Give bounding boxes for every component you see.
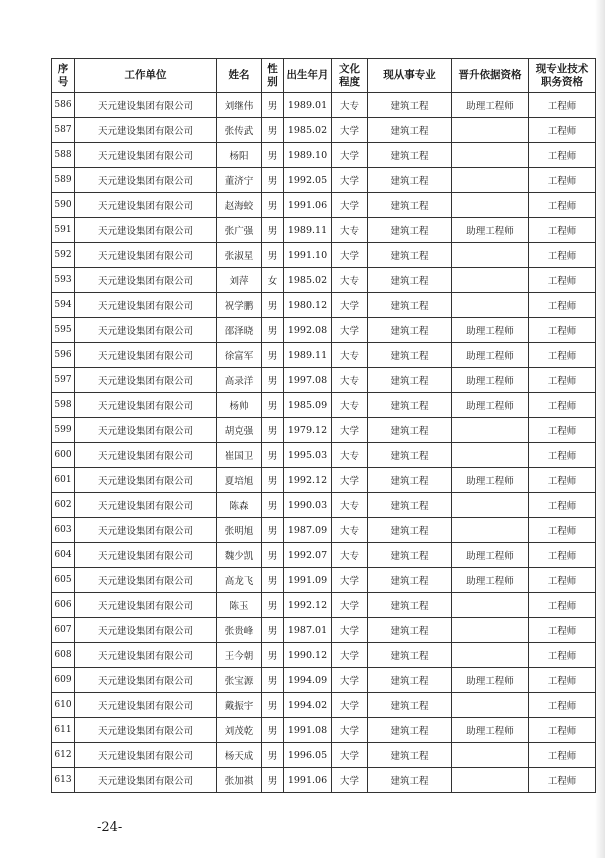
- cell-gender: 男: [262, 168, 284, 193]
- header-gender: 性别: [262, 59, 284, 93]
- cell-gender: 男: [262, 368, 284, 393]
- header-title: 现专业技术职务资格: [529, 59, 596, 93]
- cell-major: 建筑工程: [368, 293, 452, 318]
- cell-major: 建筑工程: [368, 568, 452, 593]
- cell-title: 工程师: [529, 143, 596, 168]
- cell-major: 建筑工程: [368, 718, 452, 743]
- header-no: 序号: [52, 59, 75, 93]
- cell-title: 工程师: [529, 343, 596, 368]
- cell-name: 陈玉: [217, 593, 262, 618]
- cell-unit: 天元建设集团有限公司: [75, 568, 217, 593]
- cell-gender: 男: [262, 768, 284, 793]
- table-row: [52, 168, 596, 193]
- cell-name: 张宝源: [217, 668, 262, 693]
- cell-major: 建筑工程: [368, 193, 452, 218]
- cell-no: 597: [52, 368, 75, 393]
- cell-basis: 助理工程师: [452, 468, 529, 493]
- cell-education: 大专: [332, 443, 368, 468]
- cell-name: 陈森: [217, 493, 262, 518]
- table-row: [52, 393, 596, 418]
- cell-birth: 1992.12: [284, 468, 332, 493]
- table-row: [52, 418, 596, 443]
- cell-major: 建筑工程: [368, 243, 452, 268]
- cell-birth: 1985.02: [284, 268, 332, 293]
- cell-education: 大专: [332, 93, 368, 118]
- cell-basis: [452, 418, 529, 443]
- cell-name: 夏培旭: [217, 468, 262, 493]
- cell-birth: 1987.09: [284, 518, 332, 543]
- cell-unit: 天元建设集团有限公司: [75, 543, 217, 568]
- cell-birth: 1989.10: [284, 143, 332, 168]
- cell-title: 工程师: [529, 93, 596, 118]
- cell-no: 599: [52, 418, 75, 443]
- cell-title: 工程师: [529, 368, 596, 393]
- cell-education: 大学: [332, 718, 368, 743]
- cell-name: 张广强: [217, 218, 262, 243]
- cell-basis: [452, 268, 529, 293]
- cell-major: 建筑工程: [368, 343, 452, 368]
- cell-education: 大学: [332, 168, 368, 193]
- cell-education: 大学: [332, 643, 368, 668]
- cell-gender: 男: [262, 93, 284, 118]
- table-row: [52, 468, 596, 493]
- table-row: [52, 593, 596, 618]
- cell-unit: 天元建设集团有限公司: [75, 743, 217, 768]
- table-row: [52, 318, 596, 343]
- cell-basis: [452, 618, 529, 643]
- table-row: [52, 293, 596, 318]
- cell-title: 工程师: [529, 518, 596, 543]
- cell-name: 董济宁: [217, 168, 262, 193]
- cell-birth: 1989.01: [284, 93, 332, 118]
- cell-gender: 男: [262, 643, 284, 668]
- cell-birth: 1991.06: [284, 768, 332, 793]
- cell-major: 建筑工程: [368, 668, 452, 693]
- cell-name: 刘萍: [217, 268, 262, 293]
- cell-gender: 男: [262, 143, 284, 168]
- table-row: [52, 518, 596, 543]
- cell-no: 586: [52, 93, 75, 118]
- cell-unit: 天元建设集团有限公司: [75, 168, 217, 193]
- cell-gender: 男: [262, 468, 284, 493]
- cell-unit: 天元建设集团有限公司: [75, 368, 217, 393]
- table-row: [52, 243, 596, 268]
- cell-no: 604: [52, 543, 75, 568]
- cell-education: 大学: [332, 418, 368, 443]
- table-row: [52, 118, 596, 143]
- cell-name: 徐富军: [217, 343, 262, 368]
- cell-name: 张贵峰: [217, 618, 262, 643]
- cell-name: 赵海蛟: [217, 193, 262, 218]
- cell-unit: 天元建设集团有限公司: [75, 318, 217, 343]
- cell-name: 张明旭: [217, 518, 262, 543]
- cell-major: 建筑工程: [368, 543, 452, 568]
- cell-gender: 男: [262, 193, 284, 218]
- cell-no: 596: [52, 343, 75, 368]
- cell-education: 大学: [332, 318, 368, 343]
- cell-no: 598: [52, 393, 75, 418]
- cell-birth: 1990.12: [284, 643, 332, 668]
- cell-major: 建筑工程: [368, 618, 452, 643]
- cell-gender: 男: [262, 618, 284, 643]
- cell-birth: 1985.09: [284, 393, 332, 418]
- cell-title: 工程师: [529, 418, 596, 443]
- cell-no: 602: [52, 493, 75, 518]
- cell-title: 工程师: [529, 193, 596, 218]
- cell-name: 魏少凯: [217, 543, 262, 568]
- cell-unit: 天元建设集团有限公司: [75, 393, 217, 418]
- cell-birth: 1994.02: [284, 693, 332, 718]
- cell-basis: [452, 243, 529, 268]
- table-header-row: [52, 59, 596, 93]
- cell-education: 大学: [332, 568, 368, 593]
- cell-name: 崔国卫: [217, 443, 262, 468]
- cell-education: 大学: [332, 143, 368, 168]
- cell-gender: 男: [262, 743, 284, 768]
- cell-birth: 1991.09: [284, 568, 332, 593]
- table-row: [52, 543, 596, 568]
- cell-basis: [452, 643, 529, 668]
- cell-major: 建筑工程: [368, 93, 452, 118]
- cell-name: 胡克强: [217, 418, 262, 443]
- cell-basis: [452, 143, 529, 168]
- cell-unit: 天元建设集团有限公司: [75, 593, 217, 618]
- cell-unit: 天元建设集团有限公司: [75, 343, 217, 368]
- cell-name: 刘继伟: [217, 93, 262, 118]
- cell-gender: 男: [262, 293, 284, 318]
- cell-major: 建筑工程: [368, 118, 452, 143]
- cell-gender: 男: [262, 568, 284, 593]
- table-row: [52, 493, 596, 518]
- cell-title: 工程师: [529, 543, 596, 568]
- header-birth: 出生年月: [284, 59, 332, 93]
- cell-major: 建筑工程: [368, 643, 452, 668]
- cell-education: 大学: [332, 193, 368, 218]
- cell-unit: 天元建设集团有限公司: [75, 268, 217, 293]
- cell-birth: 1980.12: [284, 293, 332, 318]
- cell-title: 工程师: [529, 643, 596, 668]
- cell-birth: 1992.07: [284, 543, 332, 568]
- cell-birth: 1990.03: [284, 493, 332, 518]
- cell-no: 608: [52, 643, 75, 668]
- table-row: [52, 693, 596, 718]
- cell-no: 606: [52, 593, 75, 618]
- cell-unit: 天元建设集团有限公司: [75, 643, 217, 668]
- cell-unit: 天元建设集团有限公司: [75, 218, 217, 243]
- cell-unit: 天元建设集团有限公司: [75, 143, 217, 168]
- cell-title: 工程师: [529, 443, 596, 468]
- cell-gender: 男: [262, 118, 284, 143]
- cell-gender: 男: [262, 493, 284, 518]
- table-row: [52, 218, 596, 243]
- cell-no: 589: [52, 168, 75, 193]
- table-row: [52, 643, 596, 668]
- cell-title: 工程师: [529, 743, 596, 768]
- cell-title: 工程师: [529, 118, 596, 143]
- cell-major: 建筑工程: [368, 593, 452, 618]
- cell-education: 大学: [332, 468, 368, 493]
- cell-gender: 男: [262, 593, 284, 618]
- cell-name: 祝学鹏: [217, 293, 262, 318]
- cell-no: 613: [52, 768, 75, 793]
- cell-gender: 男: [262, 218, 284, 243]
- cell-name: 杨天成: [217, 743, 262, 768]
- table-row: [52, 618, 596, 643]
- cell-basis: [452, 593, 529, 618]
- cell-basis: 助理工程师: [452, 343, 529, 368]
- cell-education: 大专: [332, 393, 368, 418]
- cell-major: 建筑工程: [368, 468, 452, 493]
- cell-no: 610: [52, 693, 75, 718]
- cell-basis: 助理工程师: [452, 218, 529, 243]
- cell-name: 张淑星: [217, 243, 262, 268]
- cell-title: 工程师: [529, 493, 596, 518]
- cell-basis: [452, 743, 529, 768]
- table-row: [52, 718, 596, 743]
- cell-no: 609: [52, 668, 75, 693]
- cell-basis: 助理工程师: [452, 318, 529, 343]
- cell-no: 607: [52, 618, 75, 643]
- cell-basis: [452, 493, 529, 518]
- cell-major: 建筑工程: [368, 518, 452, 543]
- cell-title: 工程师: [529, 768, 596, 793]
- cell-name: 高录洋: [217, 368, 262, 393]
- cell-major: 建筑工程: [368, 743, 452, 768]
- cell-education: 大学: [332, 593, 368, 618]
- cell-no: 600: [52, 443, 75, 468]
- cell-title: 工程师: [529, 318, 596, 343]
- cell-title: 工程师: [529, 268, 596, 293]
- cell-title: 工程师: [529, 593, 596, 618]
- cell-gender: 男: [262, 393, 284, 418]
- cell-education: 大学: [332, 668, 368, 693]
- table-row: [52, 268, 596, 293]
- cell-name: 杨帅: [217, 393, 262, 418]
- cell-education: 大学: [332, 693, 368, 718]
- page-edge-shadow: [595, 0, 605, 858]
- cell-major: 建筑工程: [368, 218, 452, 243]
- cell-major: 建筑工程: [368, 268, 452, 293]
- cell-unit: 天元建设集团有限公司: [75, 418, 217, 443]
- cell-education: 大专: [332, 518, 368, 543]
- table-body: [52, 93, 596, 793]
- table-row: [52, 343, 596, 368]
- cell-education: 大学: [332, 243, 368, 268]
- cell-no: 592: [52, 243, 75, 268]
- cell-education: 大专: [332, 368, 368, 393]
- cell-no: 612: [52, 743, 75, 768]
- cell-gender: 男: [262, 243, 284, 268]
- cell-unit: 天元建设集团有限公司: [75, 768, 217, 793]
- cell-education: 大专: [332, 268, 368, 293]
- cell-no: 587: [52, 118, 75, 143]
- cell-education: 大专: [332, 218, 368, 243]
- cell-gender: 男: [262, 543, 284, 568]
- cell-major: 建筑工程: [368, 693, 452, 718]
- cell-unit: 天元建设集团有限公司: [75, 468, 217, 493]
- cell-major: 建筑工程: [368, 168, 452, 193]
- table-row: [52, 368, 596, 393]
- cell-name: 刘茂乾: [217, 718, 262, 743]
- cell-name: 王今朝: [217, 643, 262, 668]
- cell-education: 大专: [332, 343, 368, 368]
- cell-unit: 天元建设集团有限公司: [75, 493, 217, 518]
- cell-birth: 1991.10: [284, 243, 332, 268]
- cell-basis: [452, 293, 529, 318]
- table-row: [52, 743, 596, 768]
- cell-basis: [452, 443, 529, 468]
- header-basis: 晋升依据资格: [452, 59, 529, 93]
- cell-major: 建筑工程: [368, 318, 452, 343]
- cell-birth: 1996.05: [284, 743, 332, 768]
- cell-unit: 天元建设集团有限公司: [75, 193, 217, 218]
- cell-basis: 助理工程师: [452, 93, 529, 118]
- table-row: [52, 143, 596, 168]
- table-row: [52, 568, 596, 593]
- cell-gender: 男: [262, 718, 284, 743]
- cell-title: 工程师: [529, 468, 596, 493]
- cell-name: 邵泽晓: [217, 318, 262, 343]
- cell-birth: 1994.09: [284, 668, 332, 693]
- cell-unit: 天元建设集团有限公司: [75, 693, 217, 718]
- cell-education: 大学: [332, 618, 368, 643]
- cell-gender: 男: [262, 518, 284, 543]
- cell-no: 590: [52, 193, 75, 218]
- cell-gender: 男: [262, 343, 284, 368]
- cell-birth: 1995.03: [284, 443, 332, 468]
- cell-education: 大专: [332, 543, 368, 568]
- cell-unit: 天元建设集团有限公司: [75, 93, 217, 118]
- table-row: [52, 93, 596, 118]
- cell-education: 大专: [332, 493, 368, 518]
- cell-unit: 天元建设集团有限公司: [75, 618, 217, 643]
- cell-birth: 1989.11: [284, 218, 332, 243]
- cell-major: 建筑工程: [368, 443, 452, 468]
- cell-name: 戴振宇: [217, 693, 262, 718]
- header-major: 现从事专业: [368, 59, 452, 93]
- cell-basis: [452, 518, 529, 543]
- cell-unit: 天元建设集团有限公司: [75, 243, 217, 268]
- header-unit: 工作单位: [75, 59, 217, 93]
- cell-gender: 男: [262, 418, 284, 443]
- cell-title: 工程师: [529, 393, 596, 418]
- cell-title: 工程师: [529, 218, 596, 243]
- cell-major: 建筑工程: [368, 368, 452, 393]
- cell-basis: 助理工程师: [452, 393, 529, 418]
- cell-birth: 1991.06: [284, 193, 332, 218]
- table-row: [52, 443, 596, 468]
- cell-unit: 天元建设集团有限公司: [75, 293, 217, 318]
- cell-gender: 男: [262, 693, 284, 718]
- cell-name: 杨阳: [217, 143, 262, 168]
- cell-title: 工程师: [529, 668, 596, 693]
- cell-no: 595: [52, 318, 75, 343]
- cell-basis: [452, 693, 529, 718]
- cell-birth: 1992.05: [284, 168, 332, 193]
- cell-birth: 1979.12: [284, 418, 332, 443]
- cell-education: 大学: [332, 743, 368, 768]
- cell-birth: 1992.08: [284, 318, 332, 343]
- cell-gender: 男: [262, 318, 284, 343]
- cell-no: 603: [52, 518, 75, 543]
- cell-no: 588: [52, 143, 75, 168]
- cell-major: 建筑工程: [368, 768, 452, 793]
- cell-gender: 女: [262, 268, 284, 293]
- header-education: 文化程度: [332, 59, 368, 93]
- cell-no: 594: [52, 293, 75, 318]
- cell-basis: [452, 118, 529, 143]
- page-number: -24-: [97, 820, 123, 835]
- cell-no: 591: [52, 218, 75, 243]
- table-row: [52, 768, 596, 793]
- cell-major: 建筑工程: [368, 418, 452, 443]
- cell-basis: [452, 768, 529, 793]
- cell-title: 工程师: [529, 618, 596, 643]
- cell-unit: 天元建设集团有限公司: [75, 118, 217, 143]
- cell-unit: 天元建设集团有限公司: [75, 443, 217, 468]
- cell-basis: 助理工程师: [452, 368, 529, 393]
- cell-birth: 1985.02: [284, 118, 332, 143]
- cell-no: 605: [52, 568, 75, 593]
- cell-no: 593: [52, 268, 75, 293]
- cell-major: 建筑工程: [368, 493, 452, 518]
- cell-name: 张加祺: [217, 768, 262, 793]
- cell-basis: 助理工程师: [452, 668, 529, 693]
- cell-gender: 男: [262, 443, 284, 468]
- cell-birth: 1987.01: [284, 618, 332, 643]
- cell-basis: 助理工程师: [452, 568, 529, 593]
- cell-education: 大学: [332, 768, 368, 793]
- cell-birth: 1989.11: [284, 343, 332, 368]
- cell-unit: 天元建设集团有限公司: [75, 518, 217, 543]
- personnel-table: [51, 58, 596, 793]
- cell-title: 工程师: [529, 693, 596, 718]
- cell-basis: [452, 168, 529, 193]
- cell-unit: 天元建设集团有限公司: [75, 668, 217, 693]
- cell-title: 工程师: [529, 293, 596, 318]
- cell-name: 高龙飞: [217, 568, 262, 593]
- cell-basis: 助理工程师: [452, 718, 529, 743]
- header-name: 姓名: [217, 59, 262, 93]
- cell-education: 大学: [332, 293, 368, 318]
- cell-title: 工程师: [529, 718, 596, 743]
- cell-title: 工程师: [529, 568, 596, 593]
- cell-basis: 助理工程师: [452, 543, 529, 568]
- cell-gender: 男: [262, 668, 284, 693]
- cell-basis: [452, 193, 529, 218]
- cell-no: 601: [52, 468, 75, 493]
- cell-education: 大学: [332, 118, 368, 143]
- cell-major: 建筑工程: [368, 393, 452, 418]
- table-row: [52, 193, 596, 218]
- table-row: [52, 668, 596, 693]
- cell-birth: 1997.08: [284, 368, 332, 393]
- cell-title: 工程师: [529, 243, 596, 268]
- cell-birth: 1992.12: [284, 593, 332, 618]
- cell-name: 张传武: [217, 118, 262, 143]
- cell-title: 工程师: [529, 168, 596, 193]
- cell-major: 建筑工程: [368, 143, 452, 168]
- cell-unit: 天元建设集团有限公司: [75, 718, 217, 743]
- cell-birth: 1991.08: [284, 718, 332, 743]
- cell-no: 611: [52, 718, 75, 743]
